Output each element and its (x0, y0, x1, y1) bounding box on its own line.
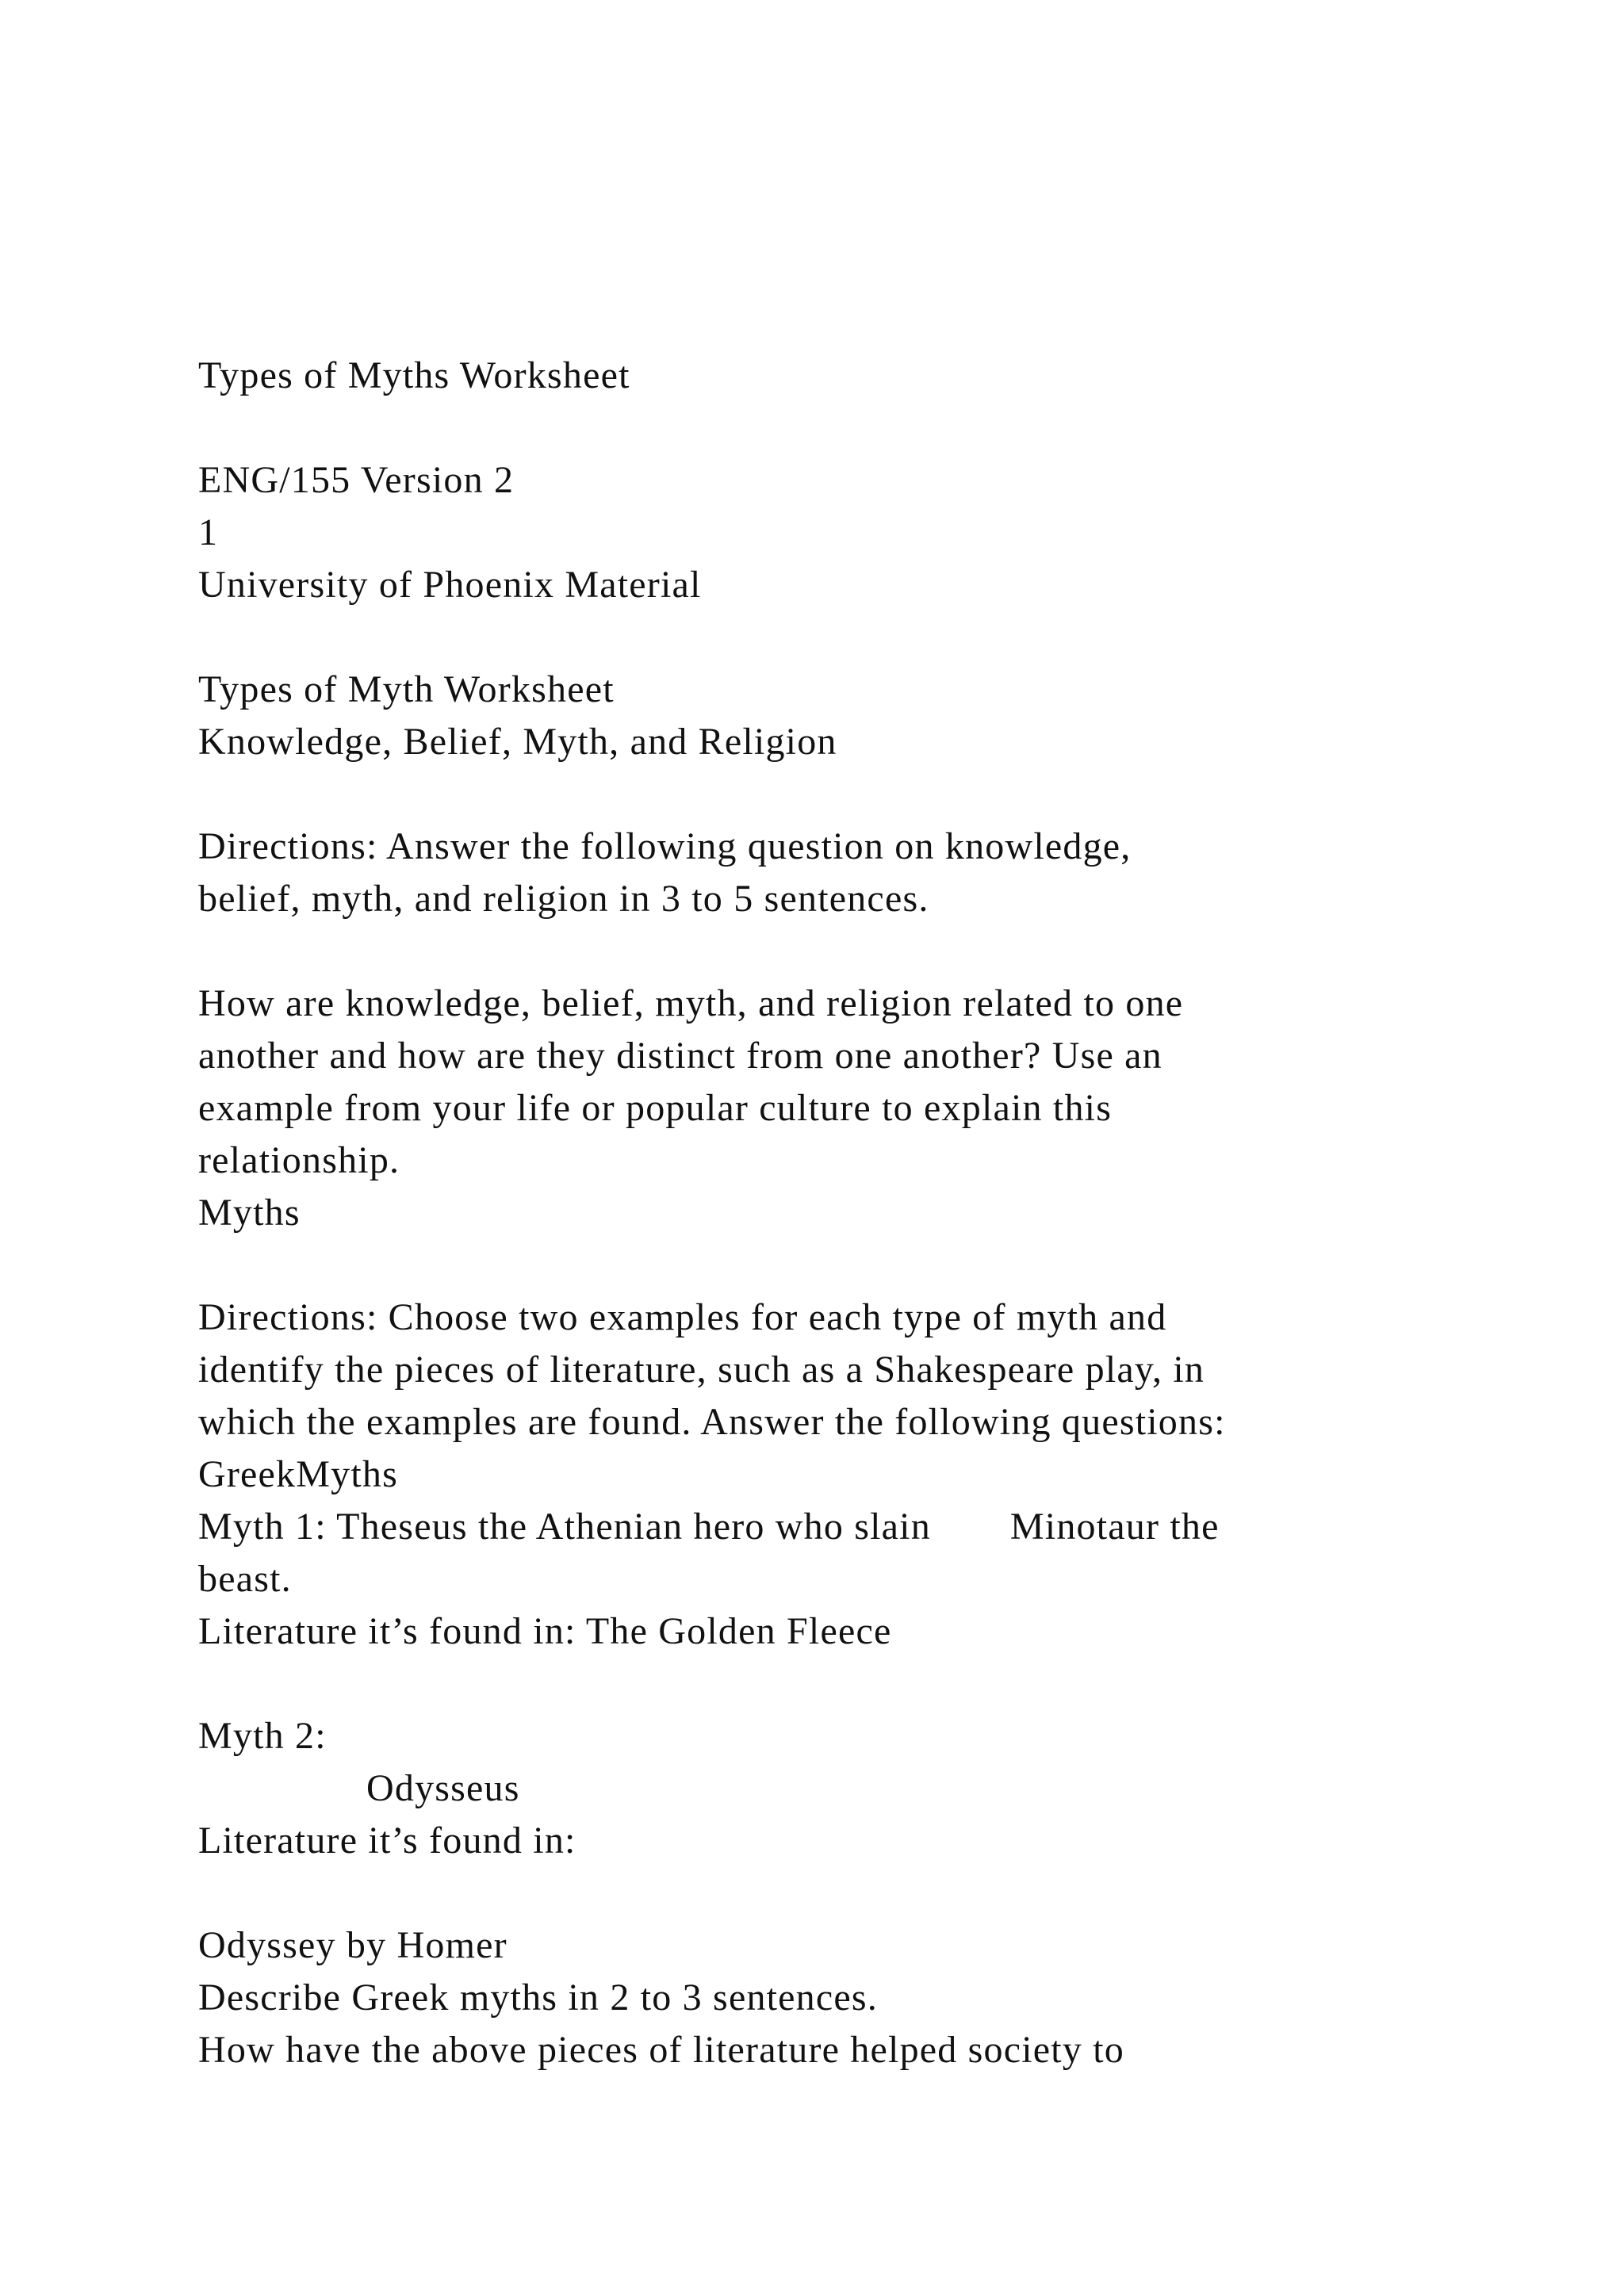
greek-myths-heading: GreekMyths (198, 1453, 398, 1495)
directions-2-line-1: Directions: Choose two examples for each type of myth and (198, 1296, 1167, 1338)
literature-society-prompt: How have the above pieces of literature helped society to (198, 2029, 1124, 2071)
myth-1-text: Myth 1: Theseus the Athenian hero who slain (198, 1506, 931, 1548)
directions-1-line-2: belief, myth, and religion in 3 to 5 sentences. (198, 878, 929, 920)
worksheet-title: Types of Myth Worksheet (198, 668, 615, 710)
directions-1-line-1: Directions: Answer the following question on knowledge, (198, 825, 1132, 867)
myth-2-literature: Odyssey by Homer (198, 1924, 508, 1966)
question-1-line-1: How are knowledge, belief, myth, and religion related to one (198, 982, 1184, 1024)
course-code: ENG/155 Version 2 (198, 459, 515, 501)
myth-1-literature: Literature it’s found in: The Golden Fleece (198, 1610, 892, 1652)
describe-greek-myths-prompt: Describe Greek myths in 2 to 3 sentences. (198, 1976, 878, 2019)
question-1-line-3: example from your life or popular culture to explain this (198, 1087, 1113, 1129)
document-title: Types of Myths Worksheet (198, 354, 630, 396)
myth-2-literature-label: Literature it’s found in: (198, 1820, 576, 1862)
directions-2-line-3: which the examples are found. Answer the following questions: (198, 1401, 1226, 1443)
myth-1-line (198, 1503, 1220, 1551)
section-heading-knowledge: Knowledge, Belief, Myth, and Religion (198, 721, 837, 763)
myth-1-text-continued: Minotaur the (1009, 1506, 1220, 1548)
question-1-line-4: relationship. (198, 1139, 400, 1181)
section-heading-myths: Myths (198, 1192, 301, 1234)
publisher-line: University of Phoenix Material (198, 564, 702, 606)
myth-1-line-2: beast. (198, 1558, 292, 1600)
question-1-line-2: another and how are they distinct from one another? Use an (198, 1035, 1162, 1077)
page-number: 1 (198, 511, 219, 553)
myth-2-name: Odysseus (366, 1767, 520, 1809)
directions-2-line-2: identify the pieces of literature, such as a Shakespeare play, in (198, 1349, 1205, 1391)
myth-2-label: Myth 2: (198, 1715, 327, 1757)
